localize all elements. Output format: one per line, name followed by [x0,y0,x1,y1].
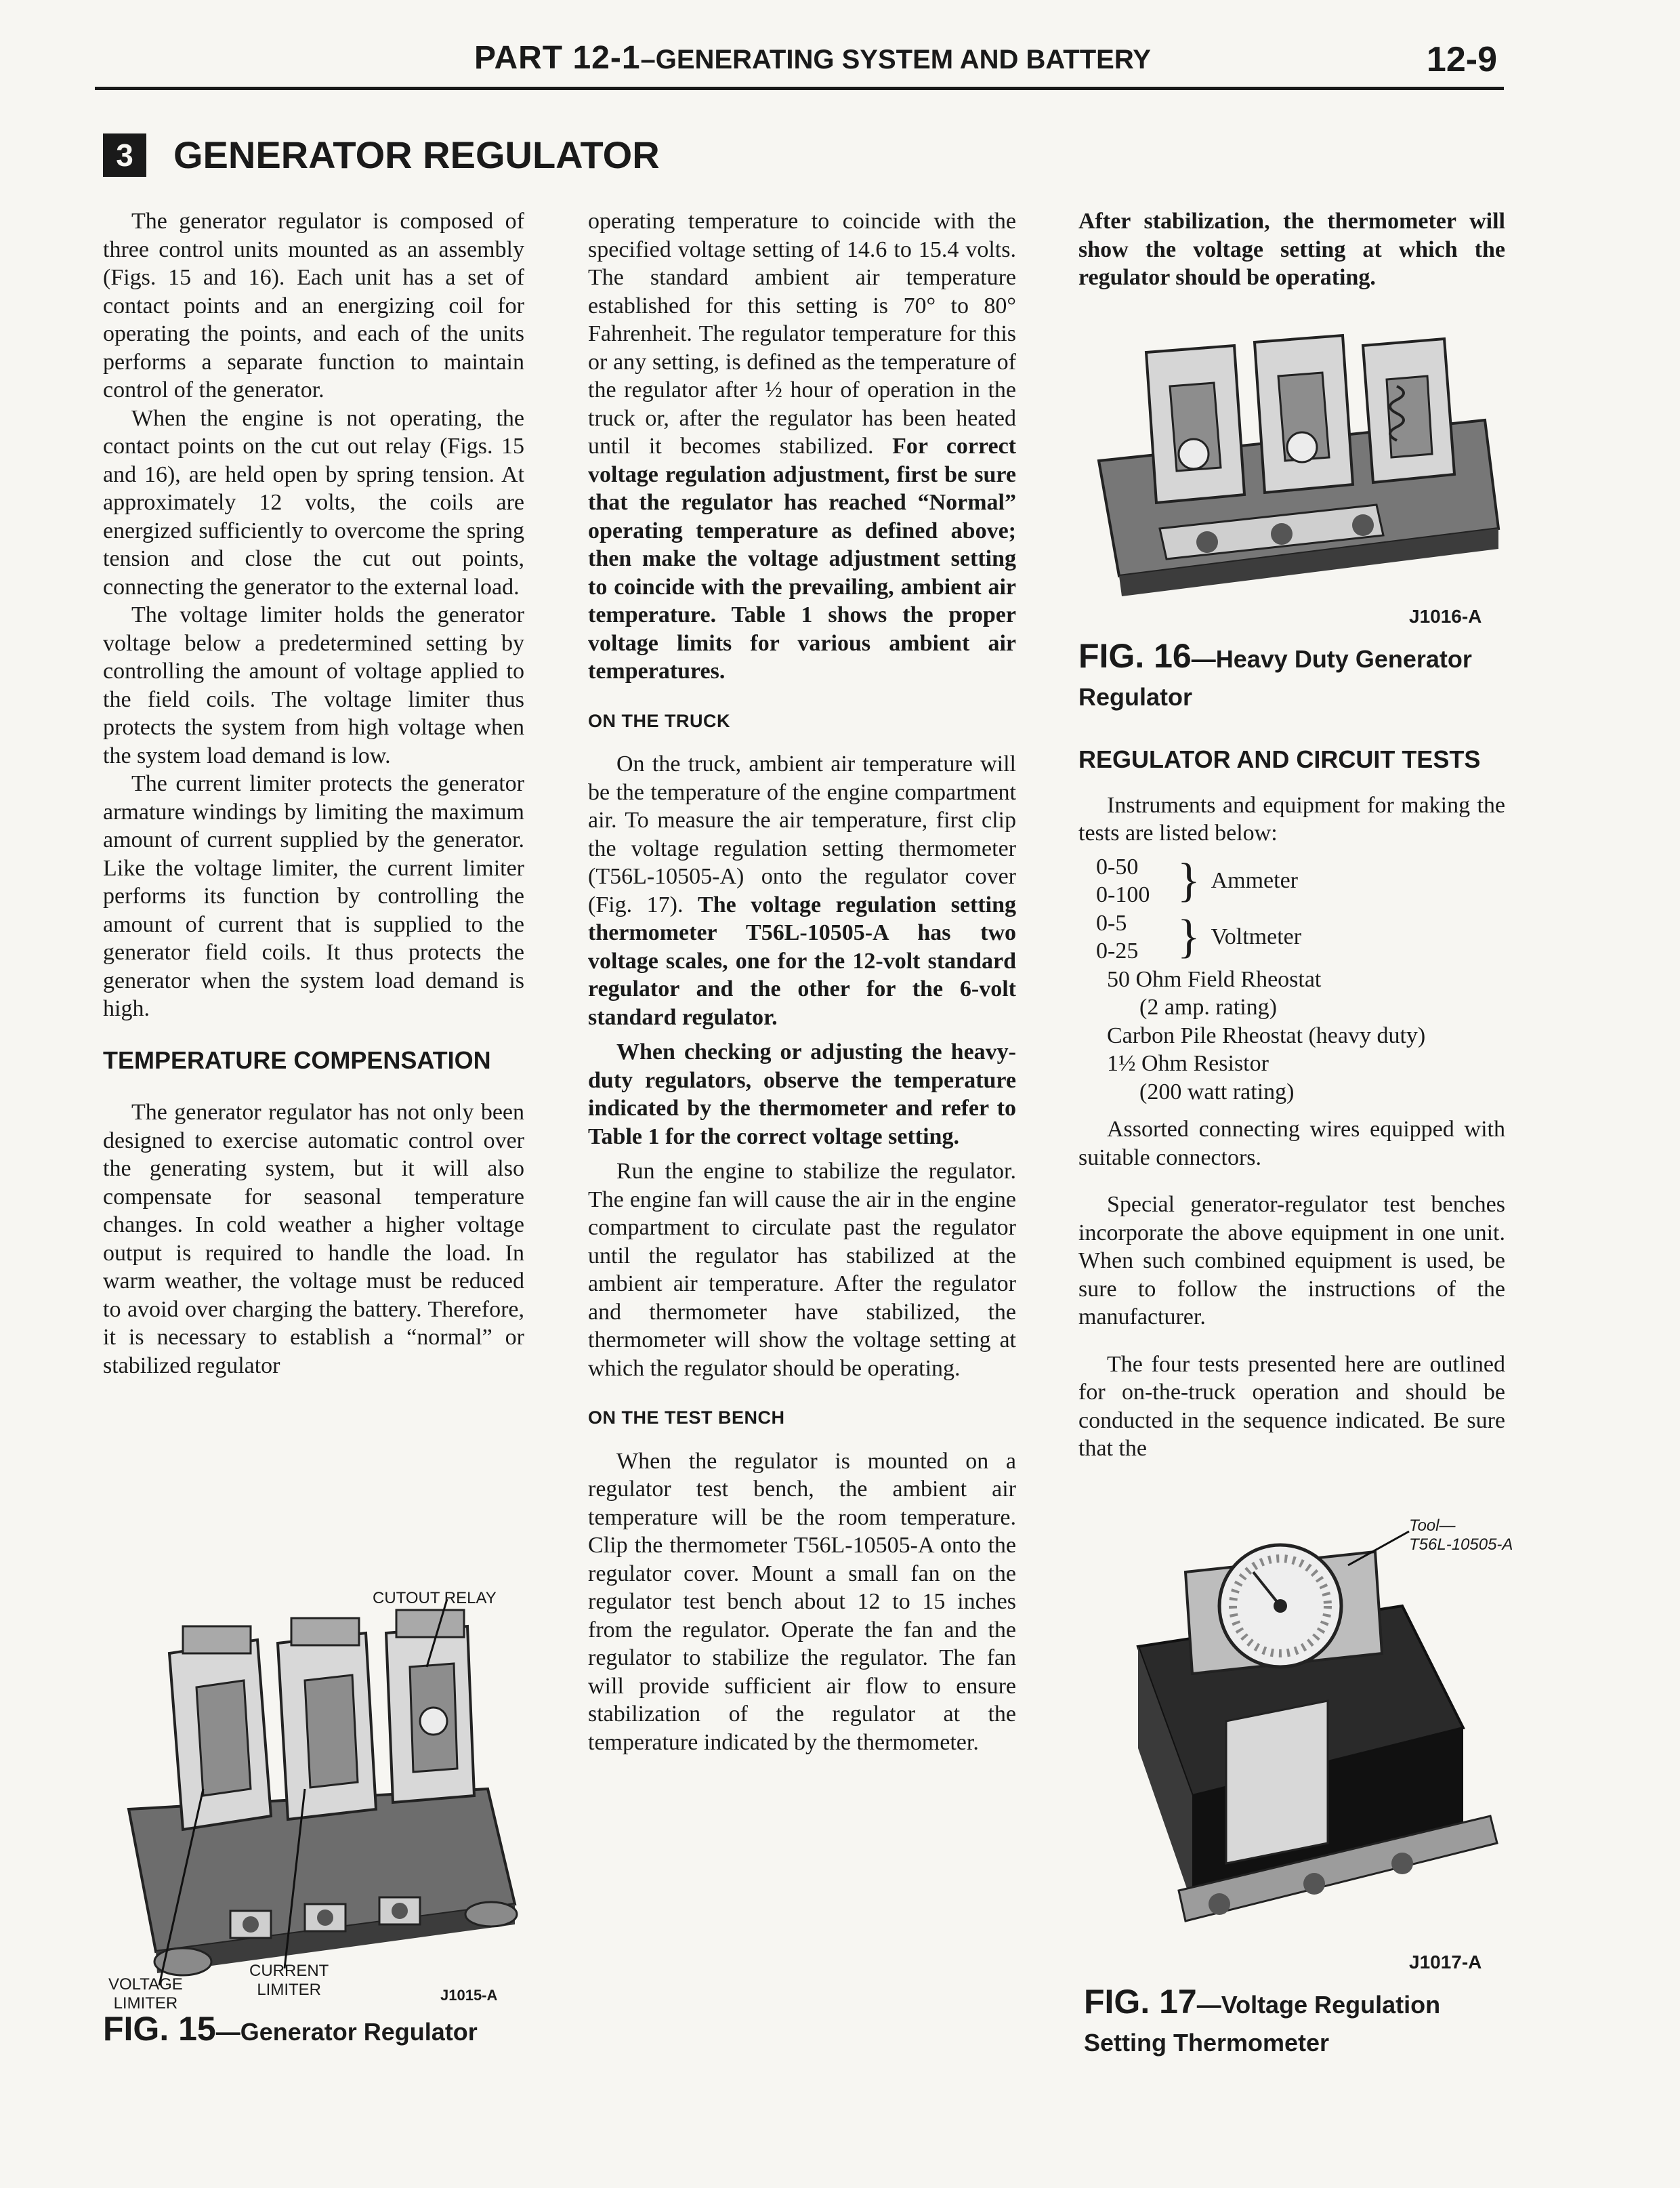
list-item-voltmeter: 0-5 0-25 } Voltmeter [1096,910,1302,964]
paragraph: The generator regulator has not only been designed to exercise automatic control over the generating system, but it will also compensate for seasonal temperature changes. In cold weather a higher voltage output is required to handle the load. In warm weather, the voltage must be reduced to avoid over charging the battery. Therefore, it is necessary to establish a “normal” or stabilized regulator [103,1100,524,1378]
figure-15-caption: FIG. 15—Generator Regulator [103,2010,478,2048]
figure-15 [108,1586,528,2019]
emphasis: After stabilization, the thermometer will show the voltage setting at which the regulator should be operating. [1078,209,1505,290]
subheading-on-the-truck: ON THE TRUCK [588,710,730,731]
emphasis: For correct voltage regulation adjustment, first be sure that the regulator has reached “Normal” operating temperature as defined above; then make the voltage adjustment setting to coincide with the prevailing, ambient air temperature. Table 1 shows the proper voltage limits for various ambient air temperatures. [588,434,1016,684]
paragraph: Run the engine to stabilize the regulator. The engine fan will cause the air in the engine compartment to circulate past the regulator until the regulator has stabilized at the ambient air temperature. After the regulator and thermometer have stabilized, the thermometer will show the voltage setting at which the regulator should be operating. [588,1159,1016,1381]
figure-17-caption: FIG. 17—Voltage Regulation Setting Thermometer [1084,1983,1441,2057]
header-part: PART 12-1 [474,40,641,76]
equipment-list [1078,853,1505,1107]
list-item-ammeter: 0-50 0-100 } Ammeter [1096,854,1299,907]
paragraph: When the regulator is mounted on a regulator test bench, the ambient air temperature will be the room temperature. Clip the thermometer T56L-10505-A onto the regulator cover. Mount a small fan on the regulator test bench about 12 to 15 inches from the regulator. Operate the fan and the regulator to stabilize the regulator. The fan will provide sufficient air flow to ensure stabilization of the regulator at the temperature indicated by the thermometer. [588,1448,1016,1755]
section-number: 3 [103,133,146,177]
paragraph: The four tests presented here are outlined for on-the-truck operation and should be conducted in the sequence indicated. Be sure that the [1078,1351,1505,1461]
paragraph: Special generator-regulator test benches incorporate the above equipment in one unit. When such combined equipment is used, be sure to follow the instructions of the manufacturer. [1078,1192,1505,1329]
figure-17 [1084,1525,1504,1931]
label-current-limiter: CURRENT LIMITER [249,1962,329,1999]
list-item: 50 Ohm Field Rheostat [1107,966,1322,992]
column-3-top [1078,207,1505,292]
header-subtitle: GENERATING SYSTEM AND BATTERY [655,45,1151,75]
section-heading [103,133,660,180]
paragraph: The voltage limiter holds the generator voltage below a predetermined setting by controlling the amount of voltage applied to the field coils. The voltage limiter thus protects the system from high voltage when the system load demand is low. [103,602,524,768]
header-rule [95,87,1504,90]
emphasis: The voltage regulation setting thermometer T56L-10505-A has two voltage scales, one for the 12-volt standard regulator and the other for the 6-volt standard regulator. [588,892,1017,1030]
paragraph: The generator regulator is composed of three control units mounted as an assembly (Figs. 15 and 16). Each unit has a set of contact points and an energizing coil for operating the points, and each of the units performs a separate function to maintain control of the generator. [103,209,524,402]
header-title: PART 12-1–GENERATING SYSTEM AND BATTERY [474,40,1151,76]
subheading-temperature-compensation: TEMPERATURE COMPENSATION [103,1046,491,1074]
figure-15-code: J1015-A [440,1987,498,2004]
figure-17-code: J1017-A [1409,1952,1482,1973]
emphasis: When checking or adjusting the heavy-duty regulators, observe the temperature indicated by the thermometer and refer to Table 1 for the correct voltage setting. [588,1039,1016,1149]
column-1 [103,207,524,1380]
list-item-sub: (200 watt rating) [1139,1079,1295,1105]
figure-16-caption: FIG. 16—Heavy Duty Generator Regulator [1078,637,1472,711]
paragraph: operating temperature to coincide with the specified voltage setting of 14.6 to 15.4 volts. The standard ambient air temperature established for this setting is 70° to 80° Fahrenheit. The regulator temperature for this or any setting, is defined as the temperature of the regulator after ½ hour of operation in the truck or, after the regulator has been heated until it becomes stabilized. [588,209,1016,459]
subheading-regulator-circuit-tests: REGULATOR AND CIRCUIT TESTS [1078,745,1481,773]
list-item: Carbon Pile Rheostat (heavy duty) [1107,1023,1426,1048]
voltage-thermometer-illustration [1084,1525,1504,1931]
label-cutout-relay: CUTOUT RELAY [373,1589,497,1607]
list-item-sub: (2 amp. rating) [1139,995,1277,1020]
page-number: 12-9 [1426,40,1497,79]
column-3-bottom [1078,745,1505,1463]
paragraph: The current limiter protects the generator armature windings by limiting the maximum amount of current supplied by the generator. Like the voltage limiter, the current limiter performs its function by controlling the amount of current that is supplied to the generator field coils. It thus protects the generator when the system load demand is high. [103,771,524,1021]
label-voltage-limiter: VOLTAGE LIMITER [108,1975,183,2012]
generator-regulator-illustration [108,1586,528,2019]
paragraph: Instruments and equipment for making the tests are listed below: [1078,792,1505,846]
figure-16 [1078,325,1505,610]
page-header [95,39,1504,80]
paragraph: Assorted connecting wires equipped with suitable connectors. [1078,1117,1505,1170]
column-2 [588,207,1016,1756]
figure-16-code: J1016-A [1409,606,1482,627]
list-item: 1½ Ohm Resistor [1107,1051,1269,1076]
paragraph: When the engine is not operating, the contact points on the cut out relay (Figs. 15 and 16), are held open by spring tension. At approximately 12 volts, the coils are energized sufficiently to overcome the spring tension and close the cut out points, connecting the generator to the external load. [103,405,524,600]
heavy-duty-regulator-illustration [1078,325,1505,610]
subheading-on-the-test-bench: ON THE TEST BENCH [588,1407,785,1428]
section-title: GENERATOR REGULATOR [173,133,660,176]
label-tool: Tool— T56L-10505-A [1409,1516,1513,1554]
paragraph: On the truck, ambient air temperature will be the temperature of the engine compartment air. To measure the air temperature, first clip the voltage regulation setting thermometer (T56L-10505-A) onto the regulator cover (Fig. 17). [588,751,1016,917]
